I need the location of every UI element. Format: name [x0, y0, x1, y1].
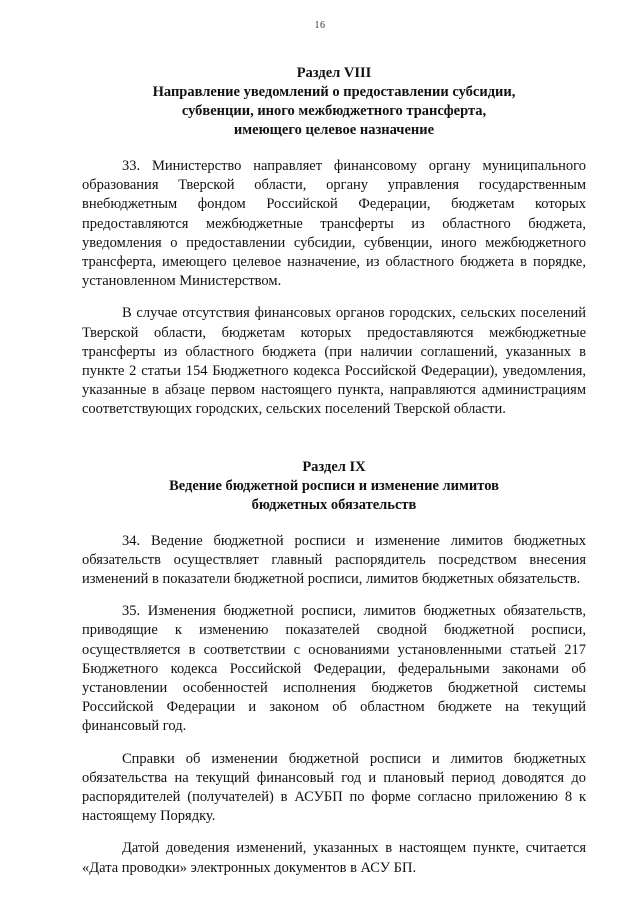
- section-8-title-line-2: субвенции, иного межбюджетного трансферта,: [181, 103, 487, 119]
- section-9-header: [82, 458, 586, 515]
- paragraph-34: 34. Ведение бюджетной росписи и изменение лимитов бюджетных обязательств осуществляет главный распорядитель посредством внесения изменений в показатели бюджетной росписи, лимитов бюджетных обязательств.: [82, 532, 586, 588]
- section-9-title-line-1: Ведение бюджетной росписи и изменение лимитов: [169, 477, 499, 494]
- document-body: [82, 64, 586, 878]
- paragraph-35-reports: Справки об изменении бюджетной росписи и лимитов бюджетных обязательства на текущий финансовый год и плановый период доводятся до распорядителей (получателей) в АСУБП по форме согласно приложению 8 к настоящему Порядку.: [82, 750, 586, 825]
- section-8-header: [82, 64, 586, 140]
- paragraph-35: 35. Изменения бюджетной росписи, лимитов бюджетных обязательств, приводящие к изменению показателей сводной бюджетной росписи, осуществляется в соответствии с основаниями установленными статьей 217 Бюджетного кодекса Российской Федерации, федеральными законами об установлении особенностей исполнения бюджетов бюджетной системы Российской Федерации и законом об областном бюджете на текущий финансовый год.: [82, 603, 586, 735]
- page-number: 16: [314, 20, 326, 31]
- section-8-title-line-1: Направление уведомлений о предоставлении субсидии,: [152, 84, 516, 100]
- paragraph-33: 33. Министерство направляет финансовому органу муниципального образования Тверской области, органу управления государственным внебюджетным фондом Российской Федерации, бюджетам которых предоставляются межбюджетные трансферты из областного бюджета, уведомления о предоставлении субсидии, субвенции, иного межбюджетного трансферта, имеющего целевое назначение, из областного бюджета в порядке, установленном Министерством.: [82, 158, 586, 290]
- paragraph-33-continued: В случае отсутствия финансовых органов городских, сельских поселений Тверской области, бюджетам которых предоставляются межбюджетные трансферты из областного бюджета (при наличии соглашений, указанных в пункте 2 статьи 154 Бюджетного кодекса Российской Федерации), уведомления, указанные в абзаце первом настоящего пункта, направляются администрациям соответствующих городских, сельских поселений Тверской области.: [82, 305, 586, 418]
- paragraph-35-date: Датой доведения изменений, указанных в настоящем пункте, считается «Дата проводки» электронных документов в АСУ БП.: [82, 840, 586, 876]
- section-8-title-line-3: имеющего целевое назначение: [233, 122, 435, 138]
- section-9-heading: Раздел IX: [302, 458, 366, 475]
- section-9-title-line-2: бюджетных обязательств: [251, 496, 417, 513]
- section-8-heading: Раздел VIII: [296, 65, 372, 81]
